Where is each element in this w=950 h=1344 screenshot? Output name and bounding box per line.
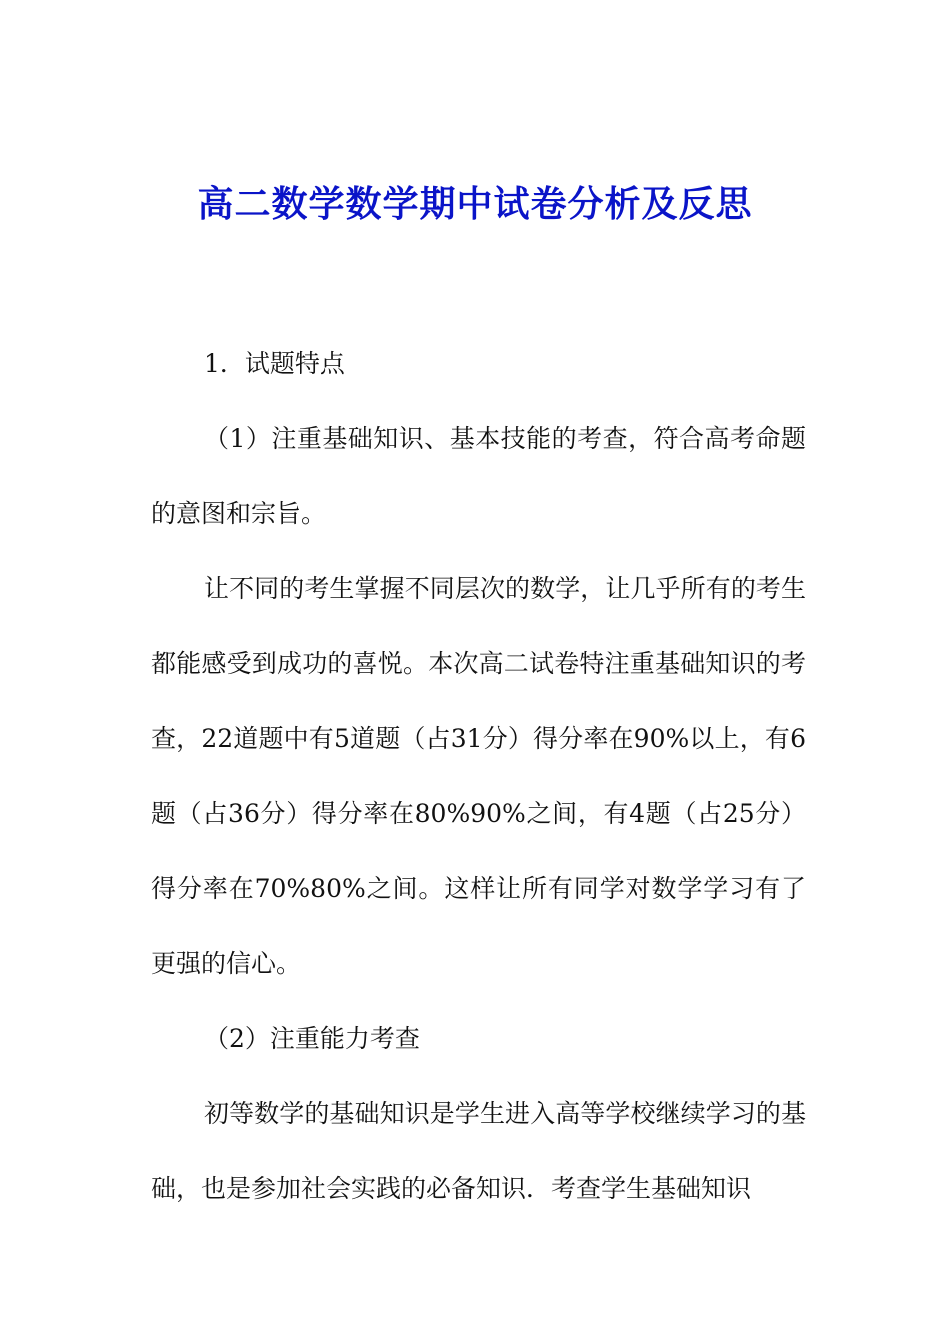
paragraph-1: （1）注重基础知识、基本技能的考查，符合高考命题的意图和宗旨。 xyxy=(151,424,806,528)
section-heading-1: 1．试题特点 xyxy=(204,349,345,378)
document-title: 高二数学数学期中试卷分析及反思 xyxy=(197,183,753,225)
paragraph-3: 初等数学的基础知识是学生进入高等学校继续学习的基础，也是参加社会实践的必备知识．考查学生基础知识 xyxy=(151,1099,806,1203)
section-heading-2: （2）注重能力考查 xyxy=(204,1024,420,1053)
paragraph-2: 让不同的考生掌握不同层次的数学，让几乎所有的考生都能感受到成功的喜悦。本次高二试卷特注重基础知识的考查，22道题中有5道题（占31分）得分率在90%以上，有6题（占36分）得分率在80%90%之间，有4题（占25分）得分率在70%80%之间。这样让所有同学对数学学习有了更强的信心。 xyxy=(151,574,806,978)
document-body xyxy=(151,326,806,1226)
